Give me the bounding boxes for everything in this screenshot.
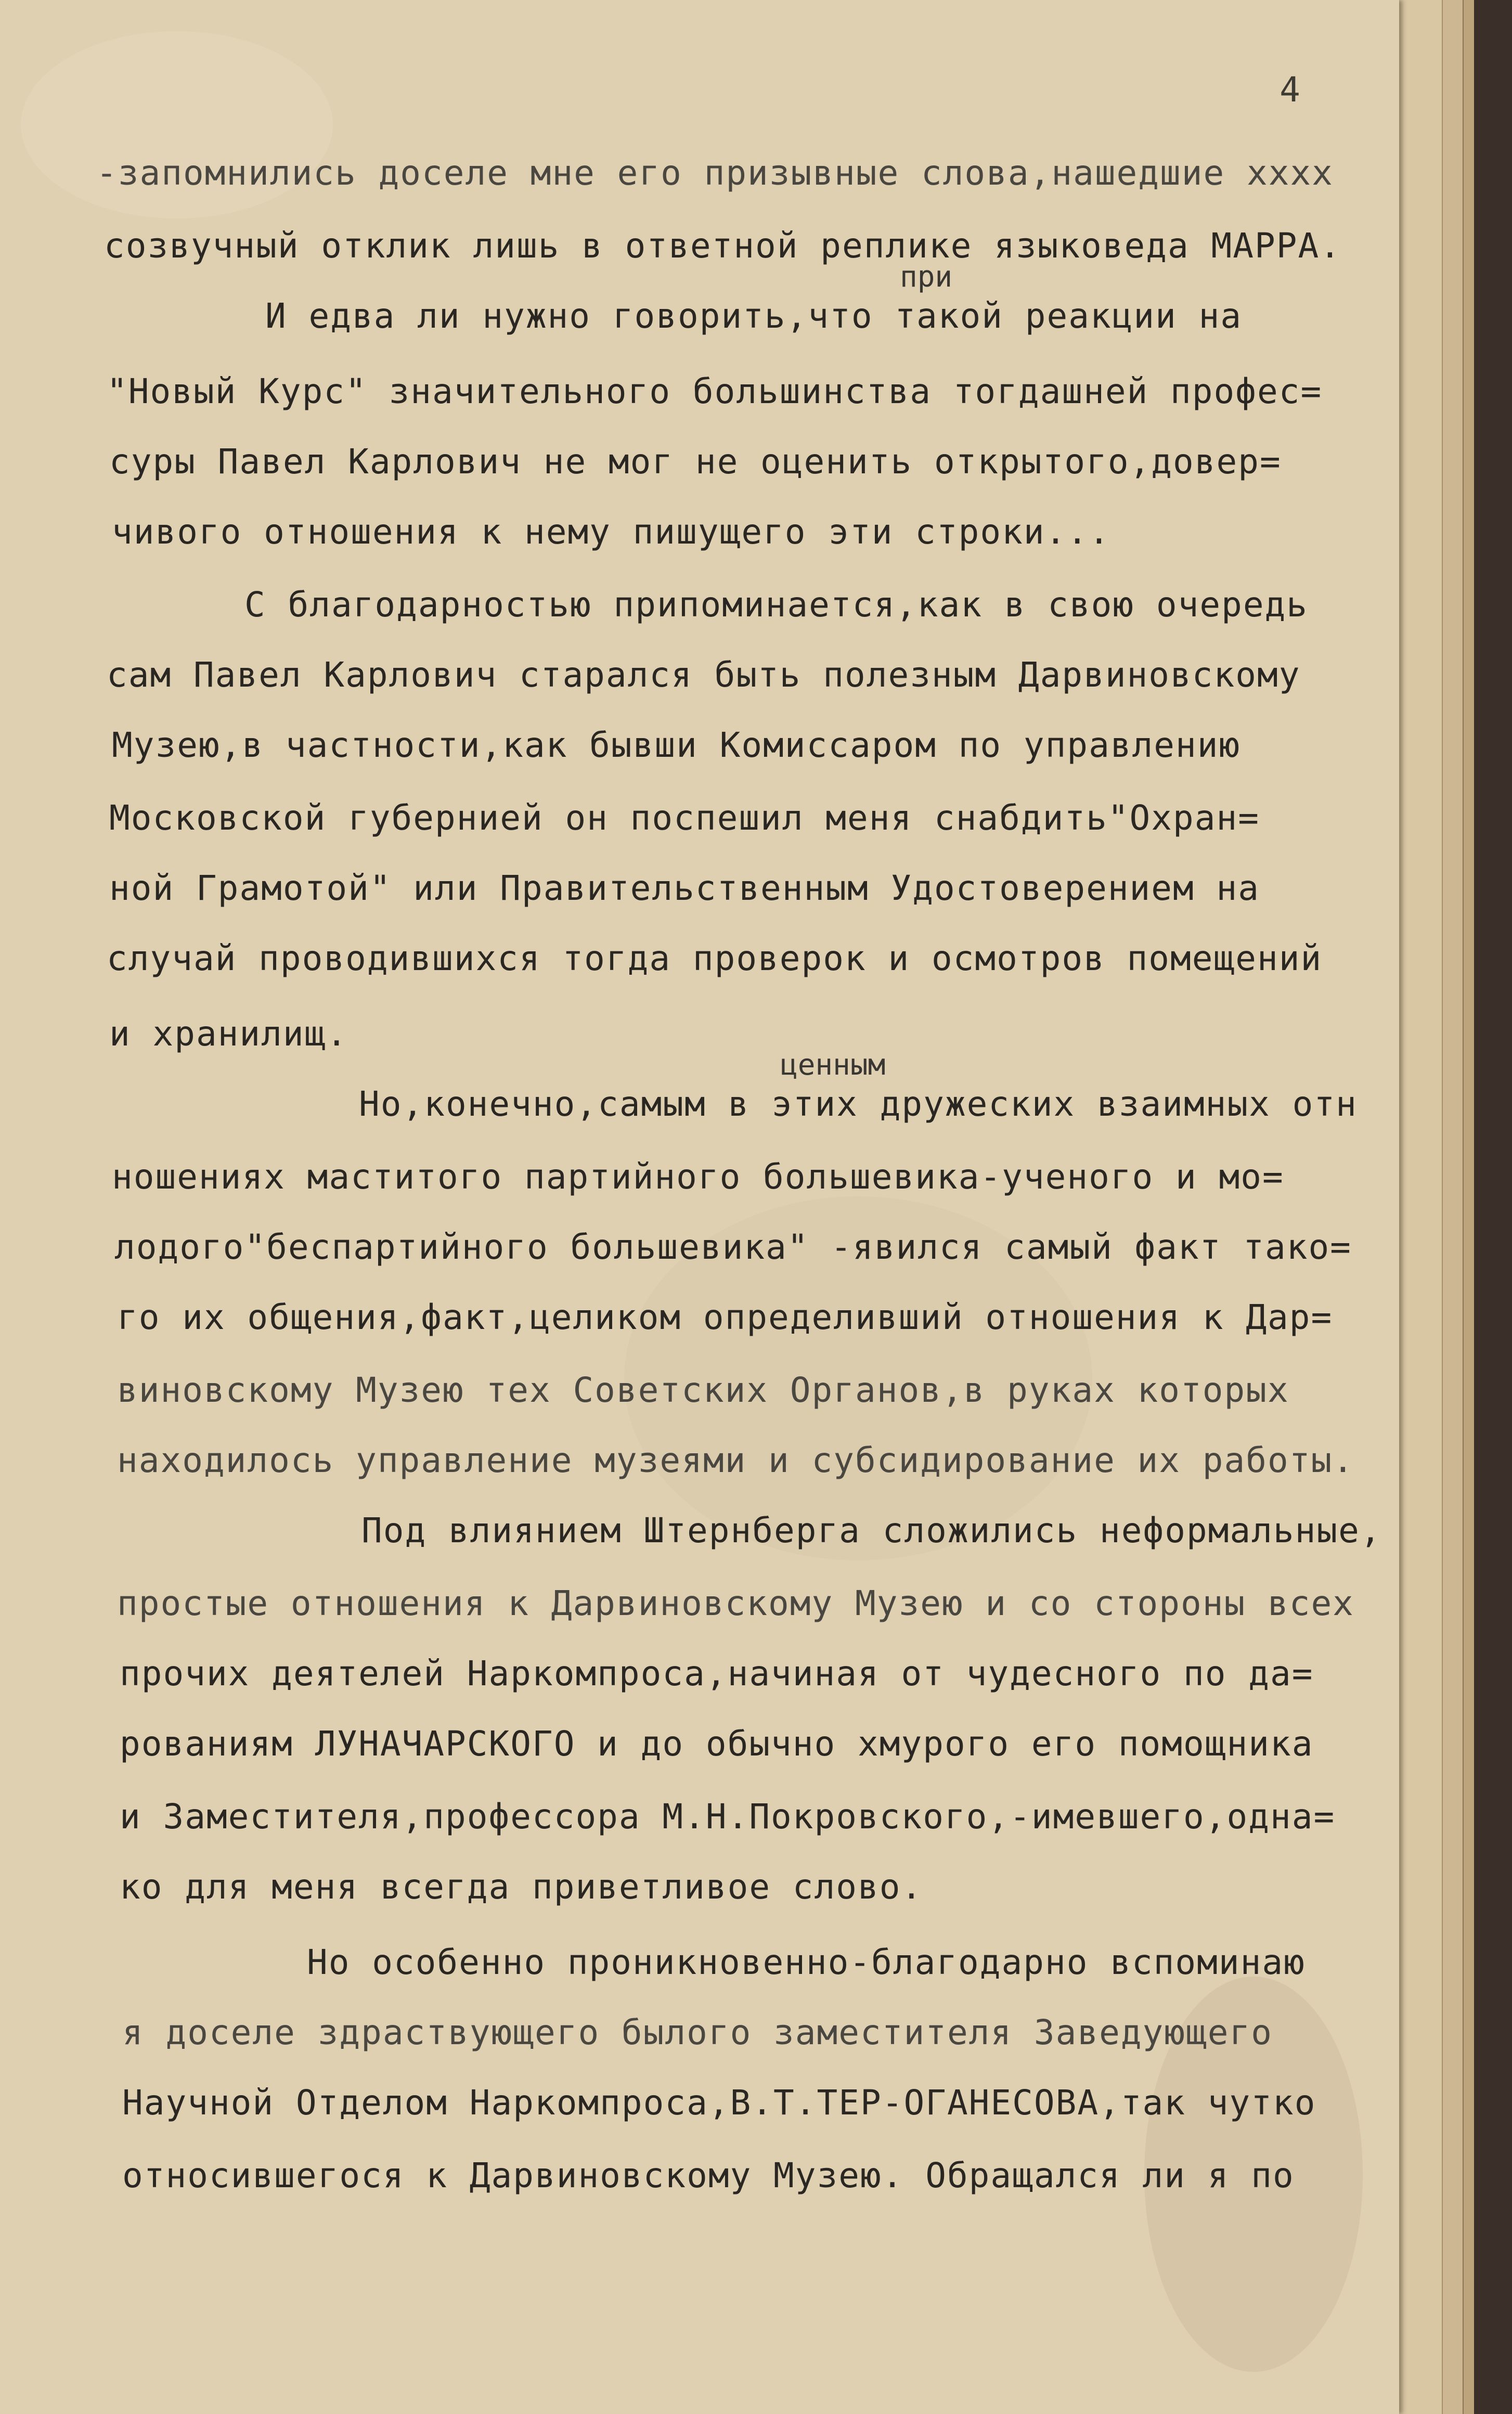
text-line-22: прочих деятелей Наркомпроса,начиная от чудесного по да= (120, 1654, 1314, 1694)
handwritten-insert-tsennym: ценным (780, 1048, 886, 1082)
page-number: 4 (1280, 70, 1300, 110)
text-line-19: находилось управление музеями и субсидирование их работы. (117, 1440, 1354, 1480)
text-line-10: Московской губернией он поспешил меня снабдить"Охран= (109, 798, 1260, 838)
text-line-5: суры Павел Карлович не мог не оценить открытого,довер= (109, 442, 1282, 482)
text-line-18: виновскому Музею тех Советских Органов,в руках которых (117, 1370, 1289, 1410)
text-line-2: созвучный отклик лишь в ответной реплике языковеда МАРРА. (104, 226, 1341, 266)
handwritten-insert-pri: при (900, 260, 953, 294)
text-line-8: сам Павел Карлович старался быть полезным Дарвиновскому (107, 655, 1301, 695)
text-line-21: простые отношения к Дарвиновскому Музею и со стороны всех (117, 1583, 1354, 1623)
text-line-9: Музею,в частности,как бывши Комиссаром по управлению (112, 725, 1241, 765)
text-line-15: ношениях маститого партийного большевика-ученого и мо= (112, 1157, 1284, 1197)
text-line-26: Но особенно проникновенно-благодарно вспоминаю (307, 1942, 1306, 1982)
text-line-27: я доселе здраствующего былого заместителя Заведующего (122, 2012, 1273, 2052)
text-line-6: чивого отношения к нему пишущего эти строки... (112, 512, 1110, 552)
text-line-14: Но,конечно,самым в этих дружеских взаимных отн (359, 1084, 1358, 1124)
text-line-4: "Новый Курс" значительного большинства тогдашней профес= (107, 371, 1323, 411)
text-line-25: ко для меня всегда приветливое слово. (120, 1867, 923, 1907)
text-line-23: рованиям ЛУНАЧАРСКОГО и до обычно хмурого его помощника (120, 1724, 1314, 1764)
text-line-11: ной Грамотой" или Правительственным Удостоверением на (109, 868, 1260, 908)
text-line-20: Под влиянием Штернберга сложились неформальные, (361, 1511, 1382, 1551)
text-line-13: и хранилищ. (109, 1014, 348, 1054)
text-line-16: лодого"беспартийного большевика" -явился самый факт тако= (114, 1227, 1352, 1267)
paper-edge-2 (1442, 0, 1464, 2414)
text-line-29: относившегося к Дарвиновскому Музею. Обращался ли я по (122, 2155, 1295, 2196)
text-line-12: случай проводившихся тогда проверок и осмотров помещений (107, 938, 1323, 978)
text-line-28: Научной Отделом Наркомпроса,В.Т.ТЕР-ОГАНЕСОВА,так чутко (122, 2083, 1316, 2123)
text-line-3: И едва ли нужно говорить,что такой реакции на (265, 296, 1243, 336)
paper-edge-1 (1392, 0, 1443, 2414)
paper-edge-3 (1463, 0, 1475, 2414)
background-strip (1474, 0, 1512, 2414)
text-line-24: и Заместителя,профессора М.Н.Покровского,-имевшего,одна= (120, 1797, 1336, 1837)
text-line-7: С благодарностью припоминается,как в свою очередь (244, 585, 1309, 625)
text-line-1: -запомнились доселе мне его призывные слова,нашедшие хххх (96, 153, 1334, 193)
text-line-17: го их общения,факт,целиком определивший отношения к Дар= (117, 1297, 1333, 1337)
